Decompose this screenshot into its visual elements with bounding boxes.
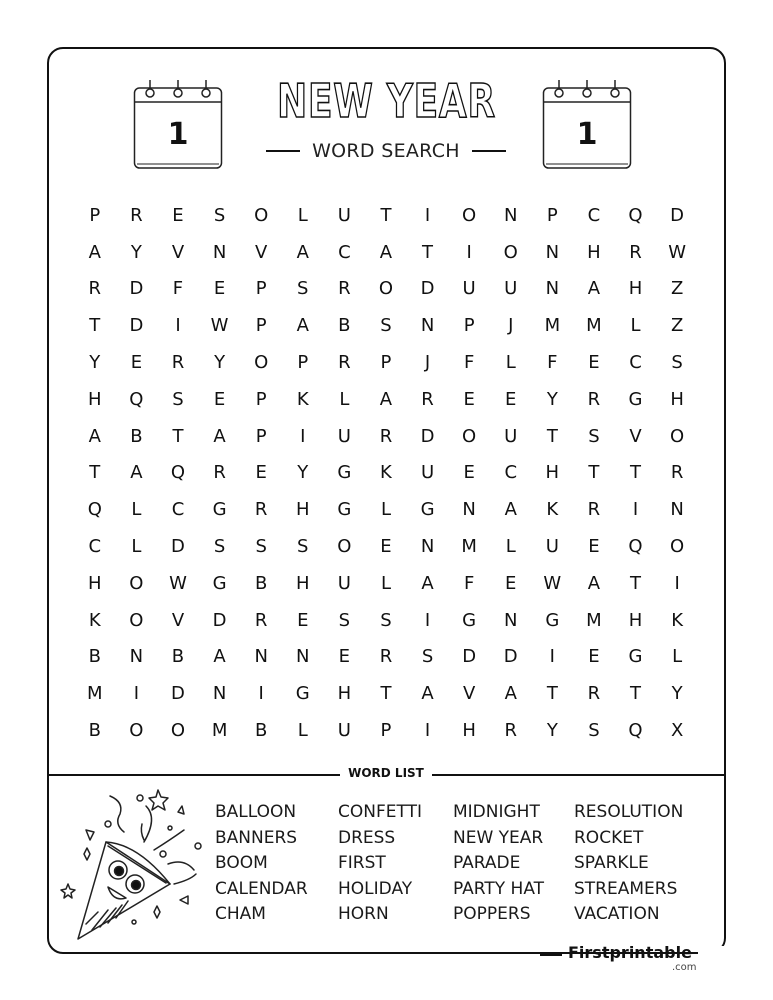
grid-letter: P <box>380 720 392 742</box>
grid-letter: B <box>254 572 268 594</box>
grid-letter: E <box>463 462 475 484</box>
grid-letter: R <box>379 646 393 668</box>
grid-row <box>74 344 699 381</box>
grid-letter: Y <box>671 683 683 705</box>
grid-letter: U <box>462 278 476 300</box>
grid-letter: K <box>671 609 684 631</box>
grid-row <box>74 234 699 271</box>
grid-letter: K <box>546 499 559 521</box>
grid-letter: H <box>88 572 102 594</box>
grid-letter: W <box>668 241 687 263</box>
grid-letter: R <box>338 278 351 300</box>
grid-letter: P <box>89 204 101 226</box>
grid-letter: A <box>587 278 601 300</box>
grid-letter: I <box>300 425 306 447</box>
grid-letter: M <box>87 683 103 705</box>
grid-letter: U <box>337 204 351 226</box>
grid-letter: H <box>462 720 476 742</box>
grid-letter: B <box>171 646 185 668</box>
grid-letter: O <box>337 536 352 558</box>
grid-letter: G <box>337 499 352 521</box>
grid-letter: T <box>89 462 101 484</box>
grid-letter: Y <box>214 352 226 374</box>
grid-letter: N <box>504 204 518 226</box>
grid-letter: S <box>380 315 392 337</box>
grid-letter: X <box>670 720 684 742</box>
grid-letter: S <box>213 204 226 226</box>
grid-letter: H <box>295 499 310 521</box>
grid-letter: S <box>421 646 434 668</box>
grid-letter: I <box>466 241 472 263</box>
grid-letter: T <box>422 241 434 263</box>
grid-letter: Z <box>670 278 684 300</box>
grid-row <box>74 712 699 749</box>
grid-letter: L <box>505 352 516 374</box>
grid-letter: S <box>588 425 600 447</box>
grid-letter: R <box>379 425 393 447</box>
page-title: NEW YEAR <box>277 74 496 128</box>
grid-letter: P <box>255 315 267 337</box>
grid-letter: L <box>131 536 142 558</box>
grid-letter: Q <box>628 536 643 558</box>
grid-letter: S <box>588 720 600 742</box>
grid-letter: B <box>88 646 101 668</box>
grid-letter: S <box>255 536 267 558</box>
grid-letter: H <box>587 241 601 263</box>
grid-letter: J <box>508 315 514 337</box>
grid-letter: R <box>213 462 226 484</box>
word-list-item: VACATION <box>574 904 660 924</box>
grid-letter: Y <box>546 388 558 410</box>
grid-letter: B <box>88 720 101 742</box>
grid-letter: Q <box>628 204 643 226</box>
grid-letter: O <box>670 425 685 447</box>
word-list-item: ROCKET <box>574 827 644 848</box>
grid-letter: E <box>255 462 267 484</box>
grid-letter: N <box>545 278 560 300</box>
grid-letter: O <box>462 204 477 226</box>
grid-letter: E <box>172 204 184 226</box>
grid-letter: P <box>255 425 267 447</box>
grid-letter: R <box>587 683 601 705</box>
grid-letter: E <box>588 352 600 374</box>
grid-letter: T <box>546 425 558 447</box>
calendar-icon <box>133 78 223 170</box>
grid-letter: H <box>88 388 102 410</box>
grid-letter: A <box>213 425 226 447</box>
grid-letter: R <box>338 352 351 374</box>
word-list-item: HOLIDAY <box>338 878 413 899</box>
calendar-day: 1 <box>167 117 189 152</box>
grid-letter: K <box>380 462 392 484</box>
grid-letter: L <box>505 536 516 558</box>
grid-letter: G <box>628 388 643 410</box>
word-list-item: DRESS <box>338 827 396 848</box>
grid-letter: R <box>88 278 102 300</box>
grid-letter: P <box>380 352 392 374</box>
word-list-item: PARTY HAT <box>453 878 545 899</box>
grid-letter: A <box>213 646 226 668</box>
grid-letter: I <box>632 499 639 521</box>
grid-letter: Q <box>87 499 102 521</box>
grid-letter: V <box>171 609 185 631</box>
grid-letter: O <box>129 609 144 631</box>
grid-letter: V <box>255 241 268 263</box>
grid-letter: O <box>129 572 144 594</box>
grid-letter: S <box>297 536 309 558</box>
grid-letter: R <box>254 499 268 521</box>
grid-letter: N <box>296 646 310 668</box>
grid-letter: M <box>586 315 602 337</box>
word-list-column <box>338 800 453 928</box>
grid-letter: Z <box>670 315 684 337</box>
letter-grid <box>74 197 699 749</box>
grid-letter: J <box>424 352 431 374</box>
word-list-item: NEW YEAR <box>453 827 544 848</box>
grid-letter: P <box>255 388 267 410</box>
grid-letter: T <box>588 462 600 484</box>
grid-letter: H <box>628 609 643 631</box>
grid-letter: U <box>545 536 559 558</box>
grid-letter: I <box>175 315 181 337</box>
word-list-item: STREAMERS <box>574 878 678 899</box>
grid-letter: H <box>337 683 352 705</box>
grid-letter: D <box>670 204 685 226</box>
grid-letter: R <box>171 352 185 374</box>
word-list-item: CONFETTI <box>338 802 422 822</box>
grid-letter: F <box>463 572 475 594</box>
grid-letter: S <box>297 278 309 300</box>
grid-letter: P <box>546 204 558 226</box>
grid-letter: G <box>295 683 310 705</box>
grid-letter: R <box>254 609 268 631</box>
grid-letter: T <box>630 683 642 705</box>
grid-letter: G <box>628 646 643 668</box>
grid-letter: T <box>630 572 642 594</box>
grid-letter: N <box>420 536 435 558</box>
grid-letter: O <box>503 241 518 263</box>
grid-letter: S <box>338 609 351 631</box>
grid-letter: V <box>462 683 476 705</box>
border-gap <box>698 946 728 960</box>
word-list-item: MIDNIGHT <box>453 802 540 822</box>
grid-letter: C <box>88 536 102 558</box>
grid-letter: E <box>338 646 351 668</box>
grid-letter: I <box>674 572 680 594</box>
grid-row <box>74 639 699 676</box>
grid-letter: G <box>212 499 227 521</box>
grid-letter: I <box>424 204 431 226</box>
grid-row <box>74 271 699 308</box>
grid-letter: Y <box>297 462 309 484</box>
grid-letter: E <box>380 536 392 558</box>
grid-letter: L <box>630 315 641 337</box>
grid-letter: L <box>380 499 391 521</box>
grid-letter: H <box>545 462 560 484</box>
grid-letter: S <box>213 536 226 558</box>
grid-letter: E <box>505 388 517 410</box>
grid-letter: K <box>296 388 309 410</box>
grid-letter: B <box>338 315 351 337</box>
grid-letter: P <box>463 315 475 337</box>
word-list-item: CALENDAR <box>215 878 308 899</box>
grid-letter: I <box>424 720 431 742</box>
word-list-item: BANNERS <box>215 827 298 848</box>
grid-letter: A <box>421 572 434 594</box>
grid-letter: U <box>337 425 351 447</box>
grid-row <box>74 381 699 418</box>
grid-letter: U <box>337 572 351 594</box>
grid-letter: C <box>587 204 601 226</box>
grid-letter: A <box>130 462 143 484</box>
grid-letter: Y <box>89 352 101 374</box>
grid-letter: A <box>88 425 101 447</box>
grid-letter: T <box>630 462 642 484</box>
grid-letter: L <box>380 572 391 594</box>
word-list-item: BALLOON <box>215 802 297 822</box>
grid-letter: E <box>505 572 517 594</box>
grid-letter: R <box>587 499 601 521</box>
divider <box>266 150 300 152</box>
grid-letter: N <box>129 646 144 668</box>
calendar-day: 1 <box>576 117 598 152</box>
grid-letter: D <box>503 646 518 668</box>
grid-letter: B <box>130 425 143 447</box>
grid-letter: D <box>420 425 435 447</box>
grid-row <box>74 602 699 639</box>
grid-letter: D <box>171 536 185 558</box>
divider <box>47 774 340 776</box>
grid-letter: G <box>462 609 477 631</box>
grid-letter: D <box>171 683 185 705</box>
grid-letter: L <box>672 646 683 668</box>
grid-letter: N <box>420 315 435 337</box>
grid-letter: L <box>297 720 308 742</box>
grid-letter: R <box>421 388 434 410</box>
grid-letter: D <box>129 315 144 337</box>
grid-row <box>74 528 699 565</box>
grid-letter: E <box>588 646 600 668</box>
grid-letter: U <box>504 425 518 447</box>
grid-letter: T <box>172 425 184 447</box>
grid-letter: S <box>671 352 683 374</box>
grid-letter: A <box>296 315 309 337</box>
grid-letter: E <box>213 388 226 410</box>
word-list-item: POPPERS <box>453 904 531 924</box>
word-list-item: PARADE <box>453 853 521 873</box>
grid-letter: P <box>297 352 309 374</box>
grid-letter: Q <box>170 462 186 484</box>
grid-letter: H <box>628 278 643 300</box>
grid-letter: I <box>549 646 555 668</box>
grid-letter: C <box>629 352 642 374</box>
grid-letter: D <box>420 278 435 300</box>
word-list-column <box>215 800 338 928</box>
grid-letter: F <box>172 278 184 300</box>
word-list-item: SPARKLE <box>574 853 649 873</box>
grid-letter: O <box>170 720 186 742</box>
grid-letter: R <box>504 720 517 742</box>
grid-letter: W <box>210 315 229 337</box>
grid-letter: T <box>546 683 558 705</box>
grid-letter: G <box>545 609 560 631</box>
grid-letter: H <box>295 572 310 594</box>
grid-letter: O <box>378 278 394 300</box>
grid-letter: G <box>337 462 352 484</box>
grid-letter: S <box>380 609 392 631</box>
grid-letter: T <box>380 204 392 226</box>
grid-letter: T <box>380 683 392 705</box>
grid-letter: A <box>421 683 434 705</box>
grid-letter: U <box>504 278 518 300</box>
grid-letter: Q <box>628 720 643 742</box>
word-list <box>215 800 704 928</box>
grid-letter: C <box>171 499 185 521</box>
grid-letter: A <box>504 499 517 521</box>
grid-letter: E <box>463 388 475 410</box>
grid-letter: N <box>504 609 518 631</box>
page-subtitle: WORD SEARCH <box>312 140 460 162</box>
grid-letter: Y <box>546 720 558 742</box>
grid-letter: U <box>420 462 435 484</box>
grid-letter: N <box>545 241 560 263</box>
grid-letter: H <box>670 388 684 410</box>
grid-letter: B <box>254 720 268 742</box>
grid-letter: F <box>463 352 475 374</box>
grid-letter: W <box>543 572 562 594</box>
grid-letter: A <box>379 241 393 263</box>
grid-letter: D <box>212 609 227 631</box>
grid-letter: L <box>131 499 142 521</box>
word-list-column <box>574 800 704 928</box>
grid-letter: V <box>629 425 642 447</box>
grid-letter: O <box>254 352 269 374</box>
divider <box>540 954 562 956</box>
grid-letter: M <box>586 609 602 631</box>
grid-letter: Y <box>130 241 142 263</box>
party-popper-icon <box>58 784 208 944</box>
grid-letter: G <box>420 499 435 521</box>
grid-letter: A <box>296 241 309 263</box>
grid-letter: R <box>587 388 601 410</box>
grid-letter: R <box>670 462 684 484</box>
grid-letter: I <box>258 683 264 705</box>
word-list-label: WORD LIST <box>348 766 424 780</box>
grid-letter: A <box>88 241 101 263</box>
grid-letter: A <box>587 572 601 594</box>
grid-letter: M <box>544 315 561 337</box>
calendar-icon <box>542 78 632 170</box>
grid-letter: I <box>133 683 140 705</box>
grid-row <box>74 565 699 602</box>
grid-row <box>74 675 699 712</box>
grid-row <box>74 418 699 455</box>
grid-letter: O <box>462 425 477 447</box>
divider <box>432 774 726 776</box>
word-list-item: HORN <box>338 904 389 924</box>
grid-row <box>74 455 699 492</box>
grid-letter: N <box>212 241 227 263</box>
grid-letter: C <box>338 241 351 263</box>
grid-letter: G <box>212 572 227 594</box>
grid-letter: A <box>379 388 393 410</box>
word-list-item: BOOM <box>215 853 268 873</box>
grid-letter: S <box>172 388 184 410</box>
grid-letter: D <box>462 646 477 668</box>
word-list-item: FIRST <box>338 853 386 873</box>
grid-letter: F <box>547 352 558 374</box>
grid-row <box>74 307 699 344</box>
grid-letter: T <box>89 315 101 337</box>
grid-letter: R <box>130 204 143 226</box>
grid-row <box>74 197 699 234</box>
grid-letter: E <box>213 278 226 300</box>
divider <box>472 150 506 152</box>
grid-letter: O <box>129 720 144 742</box>
grid-row <box>74 491 699 528</box>
grid-letter: D <box>129 278 144 300</box>
grid-letter: N <box>254 646 268 668</box>
grid-letter: P <box>255 278 267 300</box>
grid-letter: C <box>504 462 518 484</box>
grid-letter: U <box>337 720 351 742</box>
grid-letter: L <box>339 388 350 410</box>
grid-letter: I <box>424 609 431 631</box>
grid-letter: N <box>212 683 227 705</box>
grid-letter: Q <box>129 388 144 410</box>
grid-letter: N <box>670 499 684 521</box>
subtitle-row <box>253 140 519 162</box>
word-list-item: CHAM <box>215 904 266 924</box>
grid-letter: N <box>462 499 476 521</box>
grid-letter: R <box>629 241 642 263</box>
grid-letter: M <box>461 536 477 558</box>
word-list-item: RESOLUTION <box>574 802 684 822</box>
grid-letter: M <box>211 720 228 742</box>
grid-letter: K <box>88 609 101 631</box>
grid-letter: E <box>588 536 600 558</box>
grid-letter: A <box>504 683 517 705</box>
brand-logo: Firstprintable <box>568 943 692 962</box>
word-list-column <box>453 800 574 928</box>
grid-letter: E <box>130 352 143 374</box>
grid-letter: O <box>254 204 269 226</box>
brand-suffix: .com <box>672 962 697 973</box>
grid-letter: L <box>297 204 308 226</box>
grid-letter: O <box>670 536 685 558</box>
grid-letter: W <box>169 572 187 594</box>
grid-letter: E <box>297 609 309 631</box>
grid-letter: V <box>171 241 185 263</box>
